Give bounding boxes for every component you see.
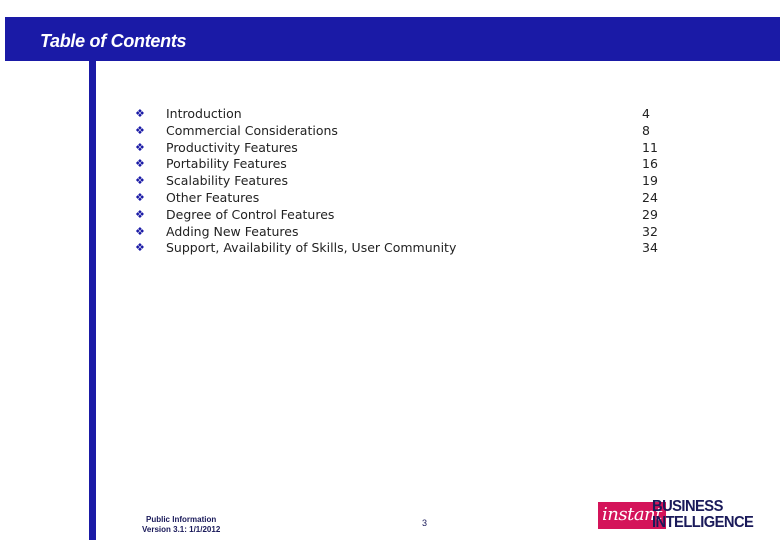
diamond-bullet-icon: ❖ [135, 123, 145, 137]
toc-item[interactable] [135, 106, 675, 123]
diamond-bullet-icon: ❖ [135, 174, 145, 188]
toc-item-label: Productivity Features [166, 139, 298, 155]
toc-item-page: 11 [642, 139, 658, 155]
toc-item-page: 19 [642, 173, 658, 189]
toc-item-label: Scalability Features [166, 173, 288, 189]
toc-item[interactable] [135, 240, 675, 257]
diamond-bullet-icon: ❖ [135, 224, 145, 238]
diamond-bullet-icon: ❖ [135, 190, 145, 204]
page-title: Table of Contents [40, 31, 187, 51]
toc-item-page: 8 [642, 122, 650, 138]
toc-item-label: Other Features [166, 189, 260, 205]
footer-info [142, 515, 220, 535]
toc-item-page: 32 [642, 223, 658, 239]
toc-item-label: Commercial Considerations [166, 122, 338, 138]
toc-item[interactable] [135, 156, 675, 173]
diamond-bullet-icon: ❖ [135, 140, 145, 154]
logo-word-intelligence: INTELLIGENCE [652, 514, 754, 531]
toc-item-page: 24 [642, 189, 658, 205]
toc-item-page: 4 [642, 106, 650, 121]
diamond-bullet-icon: ❖ [135, 107, 145, 120]
toc-item-page: 34 [642, 240, 658, 256]
logo-word-business: BUSINESS [652, 498, 723, 515]
toc-item-label: Degree of Control Features [166, 206, 335, 222]
toc-item[interactable] [135, 224, 675, 241]
toc-item[interactable] [135, 123, 675, 140]
company-logo [598, 499, 776, 533]
toc-item-page: 16 [642, 156, 658, 172]
page-number: 3 [422, 518, 428, 528]
toc-item-label: Support, Availability of Skills, User Community [166, 240, 457, 256]
toc-item-page: 29 [642, 206, 658, 222]
footer-version: Version 3.1: 1/1/2012 [142, 525, 221, 534]
logo-instant-mark: instant [598, 502, 666, 529]
diamond-bullet-icon: ❖ [135, 207, 145, 221]
toc-item-label: Adding New Features [166, 223, 299, 239]
toc-item-label: Introduction [166, 106, 242, 121]
toc-item[interactable] [135, 190, 675, 207]
footer-classification: Public Information [146, 515, 217, 524]
toc-item[interactable] [135, 140, 675, 157]
logo-wordmark [652, 499, 753, 531]
toc-item[interactable] [135, 173, 675, 190]
diamond-bullet-icon: ❖ [135, 157, 145, 171]
toc-item-label: Portability Features [166, 156, 287, 172]
diamond-bullet-icon: ❖ [135, 241, 145, 255]
table-of-contents [135, 106, 675, 257]
left-accent-bar [89, 61, 96, 540]
toc-item[interactable] [135, 207, 675, 224]
